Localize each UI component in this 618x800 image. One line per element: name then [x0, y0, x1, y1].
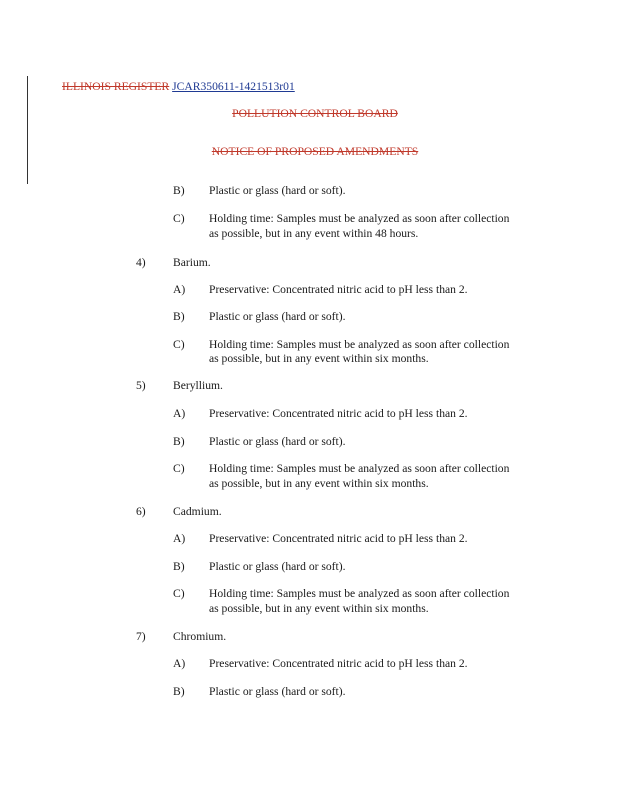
item-3-b-text: Plastic or glass (hard or soft). [209, 184, 346, 197]
item-7-a-text: Preservative: Concentrated nitric acid to pH less than 2. [209, 657, 468, 670]
item-7-b-text: Plastic or glass (hard or soft). [209, 685, 346, 698]
item-5-c-line2: as possible, but in any event within six months. [209, 477, 429, 490]
item-4-b-text: Plastic or glass (hard or soft). [209, 310, 346, 323]
item-4-c-line1: Holding time: Samples must be analyzed as soon after collection [209, 338, 510, 351]
item-4-b-letter: B) [173, 310, 185, 323]
item-6-c-line2: as possible, but in any event within six months. [209, 602, 429, 615]
item-6-b-text: Plastic or glass (hard or soft). [209, 560, 346, 573]
board-title-line [0, 107, 618, 120]
item-4-a-letter: A) [173, 283, 186, 296]
item-5-a-text: Preservative: Concentrated nitric acid to pH less than 2. [209, 407, 468, 420]
item-6-b-letter: B) [173, 560, 185, 573]
item-5-a-letter: A) [173, 407, 186, 420]
item-5-b-letter: B) [173, 435, 185, 448]
item-5-c-letter: C) [173, 462, 185, 475]
item-6-c-line1: Holding time: Samples must be analyzed as soon after collection [209, 587, 510, 600]
notice-title-line [0, 145, 618, 158]
revision-margin-bar [27, 76, 28, 184]
register-header [62, 80, 295, 93]
item-7-a-letter: A) [173, 657, 186, 670]
item-3-b-letter: B) [173, 184, 185, 197]
item-7-name: Chromium. [173, 630, 227, 643]
item-4-a-text: Preservative: Concentrated nitric acid to pH less than 2. [209, 283, 468, 296]
item-3-c-line2: as possible, but in any event within 48 hours. [209, 227, 419, 240]
item-6-c-letter: C) [173, 587, 185, 600]
item-4-c-letter: C) [173, 338, 185, 351]
item-6-name: Cadmium. [173, 505, 222, 518]
item-5-c-line1: Holding time: Samples must be analyzed as soon after collection [209, 462, 510, 475]
item-5-name: Beryllium. [173, 379, 223, 392]
item-5-number: 5) [136, 379, 146, 392]
notice-title: NOTICE OF PROPOSED AMENDMENTS [211, 145, 419, 158]
item-4-c-line2: as possible, but in any event within six months. [209, 352, 429, 365]
item-3-c-line1: Holding time: Samples must be analyzed as soon after collection [209, 212, 510, 225]
item-4-number: 4) [136, 256, 146, 269]
register-title: ILLINOIS REGISTER [62, 80, 170, 93]
item-4-name: Barium. [173, 256, 211, 269]
item-7-b-letter: B) [173, 685, 185, 698]
item-6-a-text: Preservative: Concentrated nitric acid to pH less than 2. [209, 532, 468, 545]
board-title: POLLUTION CONTROL BOARD [232, 107, 398, 120]
jcar-code: JCAR350611-1421513r01 [172, 80, 295, 93]
item-6-a-letter: A) [173, 532, 186, 545]
item-6-number: 6) [136, 505, 146, 518]
item-7-number: 7) [136, 630, 146, 643]
item-5-b-text: Plastic or glass (hard or soft). [209, 435, 346, 448]
item-3-c-letter: C) [173, 212, 185, 225]
